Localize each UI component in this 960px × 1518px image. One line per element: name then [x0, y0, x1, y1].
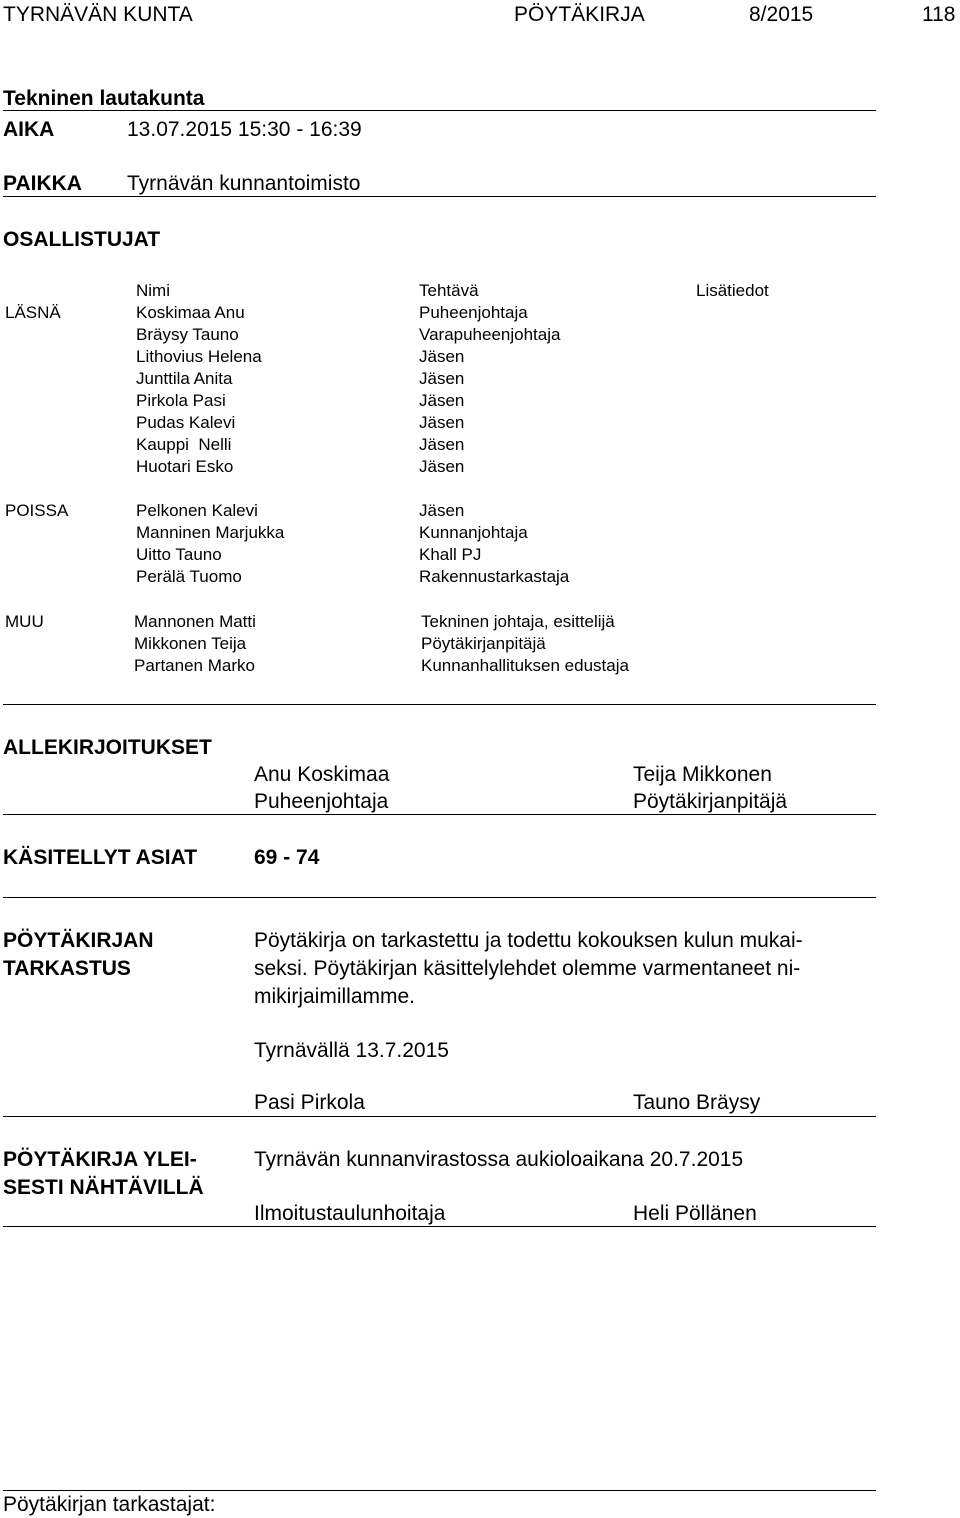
divider [3, 897, 876, 898]
signatures-heading: ALLEKIRJOITUKSET [3, 736, 212, 759]
chair-name: Anu Koskimaa [254, 763, 390, 786]
participant-role: Tekninen johtaja, esittelijä [421, 612, 615, 631]
page-number: 118 [922, 3, 956, 26]
secretary-title: Pöytäkirjanpitäjä [633, 790, 788, 813]
participant-role: Jäsen [419, 435, 465, 454]
participant-role: Jäsen [419, 391, 465, 410]
place-label: PAIKKA [3, 172, 82, 195]
participant-role: Kunnanhallituksen edustaja [421, 656, 629, 675]
review-label-line2: TARKASTUS [3, 957, 131, 980]
municipality-name: TYRNÄVÄN KUNTA [3, 3, 193, 26]
participant-role: Jäsen [419, 457, 465, 476]
reviewer-1: Pasi Pirkola [254, 1091, 365, 1114]
participant-name: Pelkonen Kalevi [136, 501, 258, 520]
participants-heading: OSALLISTUJAT [3, 228, 161, 251]
place-value: Tyrnävän kunnantoimisto [127, 172, 361, 195]
participant-role: Pöytäkirjanpitäjä [421, 634, 546, 653]
participant-role: Jäsen [419, 501, 465, 520]
participant-name: Mikkonen Teija [134, 634, 247, 653]
divider [3, 814, 876, 815]
review-label-line1: PÖYTÄKIRJAN [3, 929, 154, 952]
column-header-notes: Lisätiedot [696, 281, 769, 300]
participant-name: Perälä Tuomo [136, 567, 242, 586]
participant-name: Mannonen Matti [134, 612, 256, 631]
participant-name: Pudas Kalevi [136, 413, 236, 432]
participant-name: Pirkola Pasi [136, 391, 226, 410]
review-text-line2: seksi. Pöytäkirjan käsittelylehdet olemme varmentaneet ni- [254, 957, 801, 980]
secretary-name: Teija Mikkonen [633, 763, 772, 786]
other-label: MUU [5, 612, 44, 631]
public-label-line2: SESTI NÄHTÄVILLÄ [3, 1176, 204, 1199]
participant-role: Khall PJ [419, 545, 482, 564]
participant-name: Uitto Tauno [136, 545, 222, 564]
footer-reviewers-label: Pöytäkirjan tarkastajat: [3, 1493, 216, 1516]
divider [3, 1116, 876, 1117]
participant-role: Kunnanjohtaja [419, 523, 528, 542]
body-name: Tekninen lautakunta [3, 87, 205, 110]
participant-role: Jäsen [419, 369, 465, 388]
divider [3, 704, 876, 705]
participant-name: Lithovius Helena [136, 347, 262, 366]
public-label-line1: PÖYTÄKIRJA YLEI- [3, 1148, 197, 1171]
participant-role: Jäsen [419, 347, 465, 366]
items-value: 69 - 74 [254, 846, 320, 869]
participant-name: Kauppi Nelli [136, 435, 232, 454]
time-label: AIKA [3, 118, 55, 141]
participant-name: Huotari Esko [136, 457, 234, 476]
participant-name: Junttila Anita [136, 369, 233, 388]
reviewer-2: Tauno Bräysy [633, 1091, 761, 1114]
participant-name: Bräysy Tauno [136, 325, 239, 344]
public-person: Heli Pöllänen [633, 1202, 757, 1225]
column-header-role: Tehtävä [419, 281, 479, 300]
divider [3, 1226, 876, 1227]
divider [3, 110, 876, 111]
review-text-line1: Pöytäkirja on tarkastettu ja todettu kokouksen kulun mukai- [254, 929, 803, 952]
participant-role: Varapuheenjohtaja [419, 325, 561, 344]
absent-label: POISSA [5, 501, 69, 520]
participant-name: Manninen Marjukka [136, 523, 285, 542]
divider [3, 1490, 876, 1491]
present-label: LÄSNÄ [5, 303, 61, 322]
review-text-line3: mikirjaimillamme. [254, 985, 415, 1008]
chair-title: Puheenjohtaja [254, 790, 389, 813]
document-type: PÖYTÄKIRJA [514, 3, 645, 26]
time-value: 13.07.2015 15:30 - 16:39 [127, 118, 362, 141]
public-text: Tyrnävän kunnanvirastossa aukioloaikana 20.7.2015 [254, 1148, 744, 1171]
document-number: 8/2015 [749, 3, 814, 26]
divider [3, 196, 876, 197]
public-role: Ilmoitustaulunhoitaja [254, 1202, 446, 1225]
participant-role: Puheenjohtaja [419, 303, 528, 322]
participant-role: Rakennustarkastaja [419, 567, 570, 586]
items-label: KÄSITELLYT ASIAT [3, 846, 198, 869]
participant-name: Koskimaa Anu [136, 303, 245, 322]
column-header-name: Nimi [136, 281, 170, 300]
review-place-date: Tyrnävällä 13.7.2015 [254, 1039, 449, 1062]
participant-name: Partanen Marko [134, 656, 255, 675]
participant-role: Jäsen [419, 413, 465, 432]
